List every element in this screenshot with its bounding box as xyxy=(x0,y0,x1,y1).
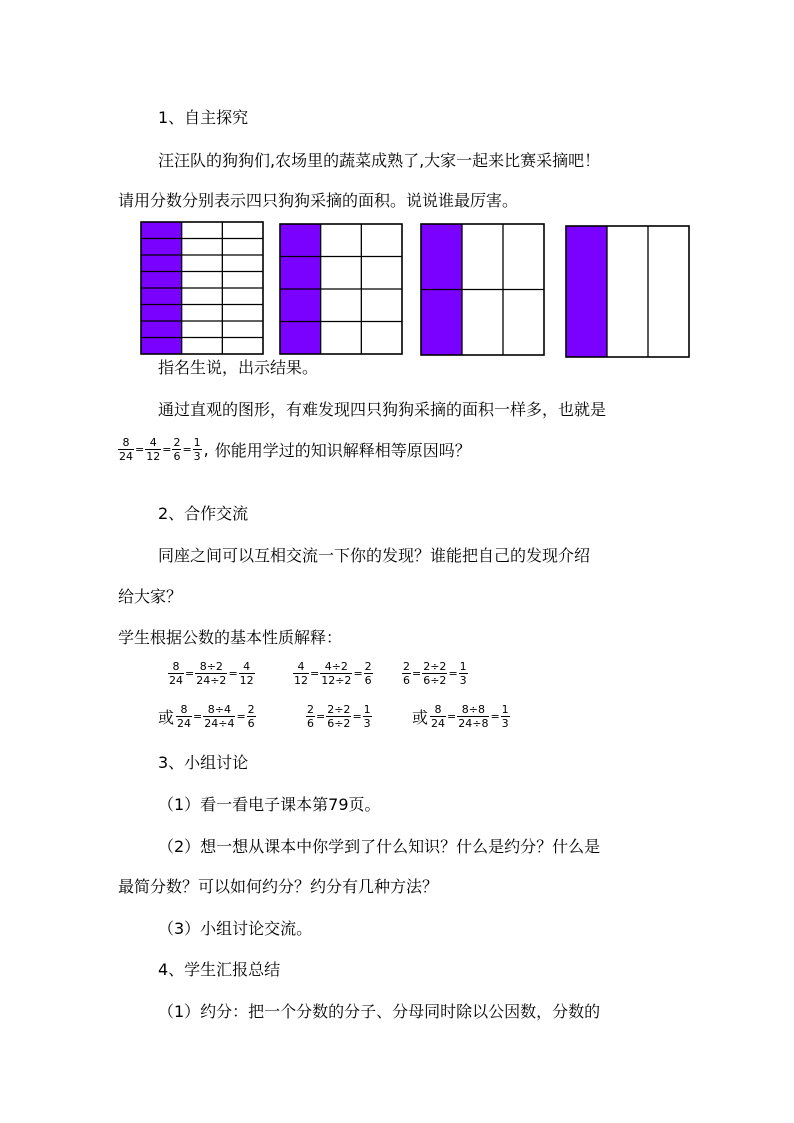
fraction: $\frac{8}{24}$ xyxy=(431,703,446,730)
fraction: $\frac{2\div 2}{6\div 2}$ xyxy=(423,660,447,687)
equals-sign: = xyxy=(310,667,320,680)
equation-5 xyxy=(306,703,372,730)
equals-sign: = xyxy=(182,443,192,456)
section-1-paragraph-2: 请用分数分别表示四只狗狗采摘的面积。说说谁最厉害。 xyxy=(118,191,519,210)
fraction-grid-2 xyxy=(280,224,402,354)
or-label: 或 xyxy=(412,708,429,727)
comma: , xyxy=(203,440,209,459)
equals-sign: = xyxy=(236,710,246,723)
fraction: $\frac{8\div 4}{24\div 4}$ xyxy=(204,703,235,730)
observation-text: 通过直观的图形，有难发现四只狗狗采摘的面积一样多，也就是 xyxy=(158,400,607,419)
question-text: 你能用学过的知识解释相等原因吗？ xyxy=(214,441,471,460)
fraction-grid-3 xyxy=(421,224,544,355)
section-1-paragraph-1: 汪汪队的狗狗们,农场里的蔬菜成熟了,大家一起来比赛采摘吧！ xyxy=(158,151,601,170)
fraction: $\frac{2}{6}$ xyxy=(307,703,314,730)
section-3-item-2-line-2: 最简分数？可以如何约分？约分有几种方法？ xyxy=(118,877,439,896)
equation-6 xyxy=(412,703,510,730)
section-1-heading: 1、自主探究 xyxy=(158,108,249,127)
fraction: $\frac{1}{3}$ xyxy=(459,660,467,687)
fraction-grid-1 xyxy=(141,222,263,354)
or-label: 或 xyxy=(158,708,175,727)
fraction: $\frac{8\div 8}{24\div 8}$ xyxy=(458,703,489,730)
fraction: $\frac{8}{24}$ xyxy=(119,436,133,463)
fraction: $\frac{2\div 2}{6\div 2}$ xyxy=(327,703,351,730)
fraction: $\frac{1}{3}$ xyxy=(193,436,201,463)
section-4-item-1: （1）约分：把一个分数的分子、分母同时除以公因数，分数的 xyxy=(158,1002,601,1021)
section-2-paragraph-2: 给大家？ xyxy=(118,587,183,606)
equation-1 xyxy=(168,660,255,687)
fraction: $\frac{1}{3}$ xyxy=(363,703,371,730)
equation-4 xyxy=(158,703,256,730)
section-4-heading: 4、学生汇报总结 xyxy=(158,960,281,979)
equals-sign: = xyxy=(447,710,457,723)
equation-2 xyxy=(293,660,373,687)
equals-sign: = xyxy=(448,667,458,680)
equals-sign: = xyxy=(316,710,326,723)
equals-sign: = xyxy=(185,667,195,680)
equals-sign: = xyxy=(162,443,172,456)
equals-sign: = xyxy=(353,667,363,680)
section-2-paragraph-3: 学生根据公数的基本性质解释： xyxy=(118,628,343,647)
equation-3 xyxy=(402,660,468,687)
equals-sign: = xyxy=(352,710,362,723)
fraction: $\frac{1}{3}$ xyxy=(501,703,509,730)
fraction: $\frac{4}{12}$ xyxy=(294,660,308,687)
result-text: 指名生说，出示结果。 xyxy=(158,358,319,377)
section-3-item-3: （3）小组讨论交流。 xyxy=(158,919,313,938)
fraction: $\frac{2}{6}$ xyxy=(403,660,410,687)
fraction: $\frac{4}{12}$ xyxy=(146,436,161,463)
section-3-item-1: （1）看一看电子课本第79页。 xyxy=(158,795,381,814)
fraction: $\frac{8\div 2}{24\div 2}$ xyxy=(196,660,227,687)
fraction: $\frac{8}{24}$ xyxy=(169,660,183,687)
fraction: $\frac{4\div 2}{12\div 2}$ xyxy=(321,660,352,687)
fraction-grid-4 xyxy=(566,226,689,357)
section-2-heading: 2、合作交流 xyxy=(158,504,249,523)
section-3-heading: 3、小组讨论 xyxy=(158,753,249,772)
section-2-paragraph-1: 同座之间可以互相交流一下你的发现？谁能把自己的发现介绍 xyxy=(158,546,591,565)
fraction: $\frac{4}{12}$ xyxy=(239,660,254,687)
shaded-region xyxy=(566,226,607,357)
fraction: $\frac{2}{6}$ xyxy=(247,703,255,730)
equals-sign: = xyxy=(412,667,422,680)
fraction: $\frac{2}{6}$ xyxy=(364,660,372,687)
section-3-item-2-line-1: （2）想一想从课本中你学到了什么知识？什么是约分？什么是 xyxy=(158,837,601,856)
fraction: $\frac{8}{24}$ xyxy=(177,703,192,730)
equals-sign: = xyxy=(135,443,145,456)
equals-sign: = xyxy=(228,667,238,680)
fraction: $\frac{2}{6}$ xyxy=(173,436,181,463)
equality-line xyxy=(118,436,471,463)
equals-sign: = xyxy=(193,710,203,723)
equals-sign: = xyxy=(490,710,500,723)
